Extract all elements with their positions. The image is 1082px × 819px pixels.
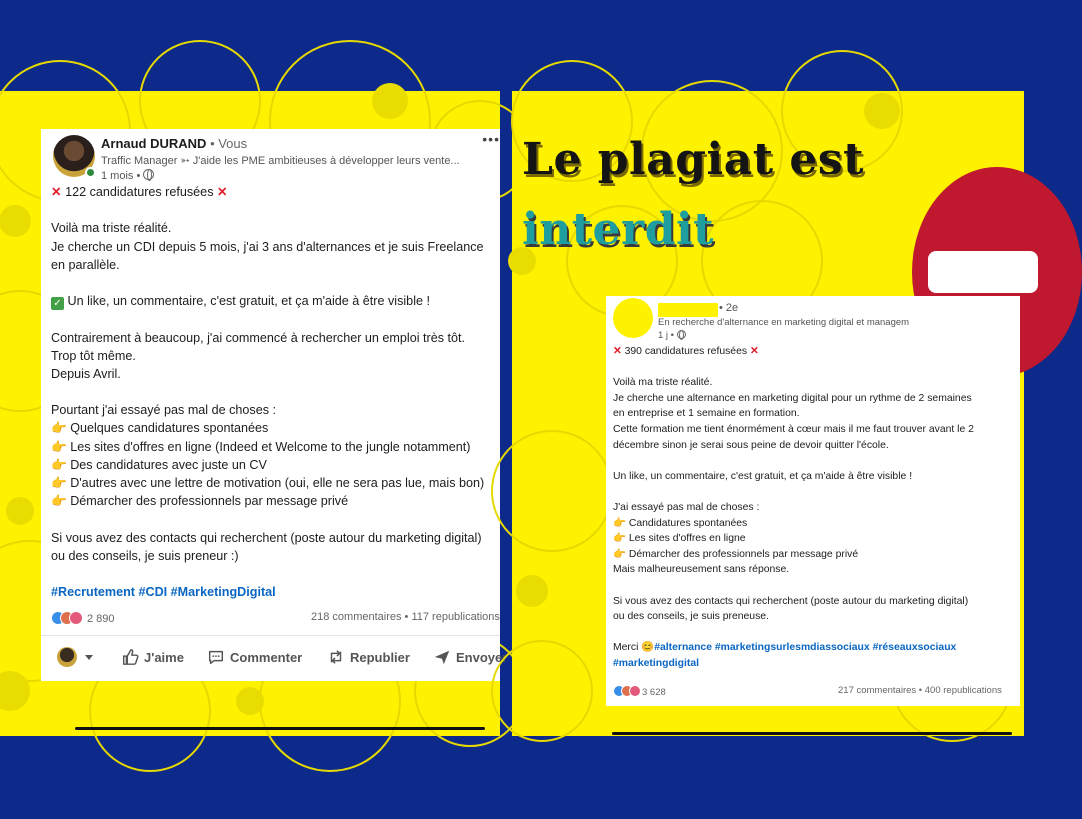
post-line xyxy=(613,391,1023,407)
blank-line xyxy=(613,360,1023,376)
line-text: D'autres avec une lettre de motivation (oui, elle ne sera pas lue, mais bon) xyxy=(70,476,485,490)
thanks-hashtags: Merci 😊#alternance #marketingsurlesmdiassociaux #réseauxsociaux xyxy=(613,642,957,654)
blank-line xyxy=(51,274,506,292)
blank-line xyxy=(613,578,1023,594)
post-line xyxy=(51,419,506,437)
post-actions-bar xyxy=(41,643,521,673)
line-text: 390 candidatures refusées xyxy=(624,346,748,357)
line-text: ou des conseils, je suis preneuse. xyxy=(613,611,769,623)
reactions-count[interactable]: 2 890 xyxy=(87,613,115,625)
line-text: Voilà ma triste réalité. xyxy=(51,221,172,236)
globe-icon xyxy=(143,169,154,180)
comments-reposts-count[interactable]: 217 commentaires • 400 republications xyxy=(838,685,1002,696)
line-text: Si vous avez des contacts qui recherchent (poste autour du marketing digital) xyxy=(51,530,482,545)
pointing-hand-icon: 👉 xyxy=(613,533,629,545)
post-line xyxy=(613,562,1023,578)
line-text: 122 candidatures refusées xyxy=(65,185,214,199)
blank-line xyxy=(51,383,506,401)
hashtags[interactable]: #Recrutement #CDI #MarketingDigital xyxy=(51,585,276,600)
post-line xyxy=(613,516,1023,532)
author-headline: En recherche d'alternance en marketing digital et managem xyxy=(658,317,910,328)
reactions-count[interactable]: 3 628 xyxy=(642,687,666,698)
no-entry-sign-bar xyxy=(928,251,1038,293)
post-body xyxy=(51,183,506,601)
post-line xyxy=(51,347,506,365)
reactions-icon[interactable] xyxy=(51,611,85,625)
blank-line xyxy=(613,453,1023,469)
line-text: Des candidatures avec juste un CV xyxy=(70,457,267,472)
pointing-hand-icon: 👉 xyxy=(51,457,71,472)
line-text: ou des conseils, je suis preneur :) xyxy=(51,548,239,563)
post-line xyxy=(51,183,506,201)
green-check-icon: ✓ xyxy=(51,297,64,310)
pointing-hand-icon: 👉 xyxy=(613,517,629,529)
home-indicator xyxy=(612,732,1012,735)
actor-switch-button[interactable] xyxy=(57,643,93,673)
headline-interdit: interdit xyxy=(522,204,715,255)
blank-line xyxy=(51,201,506,219)
post-line xyxy=(51,292,506,310)
blank-line xyxy=(51,510,506,528)
post-stats xyxy=(51,611,511,625)
line-text: Les sites d'offres en ligne (Indeed et Welcome to the jungle notamment) xyxy=(70,439,471,454)
line-text: Démarcher des professionnels par message privé xyxy=(70,494,349,509)
pointing-hand-icon: 👉 xyxy=(613,548,629,560)
post-line xyxy=(51,438,506,456)
headline-plagiat: Le plagiat est xyxy=(522,134,864,185)
blank-line xyxy=(51,310,506,328)
hashtags[interactable]: #marketingdigital xyxy=(613,657,700,669)
post-line xyxy=(613,656,1023,672)
post-line xyxy=(613,406,1023,422)
author-headline: Traffic Manager ➳ J'aide les PME ambitieuses à développer leurs vente... xyxy=(101,155,460,167)
post-line xyxy=(51,492,506,510)
red-x-icon: ✕ xyxy=(213,185,228,199)
blank-line xyxy=(613,625,1023,641)
thumbs-up-icon xyxy=(121,648,139,666)
line-text: Contrairement à beaucoup, j'ai commencé à rechercher un emploi très tôt. xyxy=(51,330,466,345)
post-line xyxy=(613,375,1023,391)
line-text: Voilà ma triste réalité. xyxy=(613,377,713,389)
line-text: Si vous avez des contacts qui recherchent (poste autour du marketing digital) xyxy=(613,595,969,607)
chevron-down-icon xyxy=(85,655,93,660)
left-screenshot-panel xyxy=(0,91,508,736)
line-text: Pourtant j'ai essayé pas mal de choses : xyxy=(51,403,277,418)
post-line xyxy=(613,500,1023,516)
post-line xyxy=(51,256,506,274)
linkedin-post-copy xyxy=(606,296,1020,706)
line-text: Depuis Avril. xyxy=(51,366,121,381)
post-time: 1 j • xyxy=(658,330,686,341)
line-text: décembre sinon je serai sous peine de devoir quitter l'école. xyxy=(613,439,889,451)
post-line xyxy=(51,547,506,565)
line-text: en parallèle. xyxy=(51,257,120,272)
like-button[interactable]: J'aime xyxy=(121,643,184,673)
post-line xyxy=(51,401,506,419)
line-text: Les sites d'offres en ligne xyxy=(628,533,746,545)
repost-icon xyxy=(327,648,345,666)
post-line xyxy=(613,344,1023,360)
post-line xyxy=(51,329,506,347)
line-text: Trop tôt même. xyxy=(51,348,136,363)
pointing-hand-icon: 👉 xyxy=(51,421,71,436)
author-name[interactable]: Arnaud DURAND • Vous xyxy=(101,136,248,151)
comment-button[interactable]: Commenter xyxy=(207,643,302,673)
linkedin-post-original xyxy=(41,129,508,681)
post-stats xyxy=(613,685,1023,698)
post-line xyxy=(51,238,506,256)
post-line xyxy=(51,474,506,492)
line-text: Un like, un commentaire, c'est gratuit, et ça m'aide à être visible ! xyxy=(67,294,430,309)
author-avatar-redacted xyxy=(613,298,653,338)
line-text: Quelques candidatures spontanées xyxy=(70,421,269,436)
line-text: Mais malheureusement sans réponse. xyxy=(613,564,790,576)
red-x-icon: ✕ xyxy=(613,346,625,357)
post-line xyxy=(51,529,506,547)
more-options-icon[interactable]: ••• xyxy=(482,131,500,147)
line-text: Je cherche une alternance en marketing digital pour un rythme de 2 semaines xyxy=(613,392,972,404)
post-line xyxy=(51,219,506,237)
pointing-hand-icon: 👉 xyxy=(51,476,71,490)
post-line xyxy=(51,365,506,383)
red-x-icon: ✕ xyxy=(51,185,66,199)
home-indicator xyxy=(75,727,485,730)
actor-avatar-icon xyxy=(57,647,77,667)
post-body xyxy=(613,344,1023,671)
send-icon xyxy=(433,648,451,666)
post-line xyxy=(613,640,1023,656)
line-text: Un like, un commentaire, c'est gratuit, et ça m'aide à être visible ! xyxy=(613,470,913,482)
post-time: 1 mois • xyxy=(101,169,154,182)
author-name-redacted xyxy=(658,303,718,317)
post-line xyxy=(613,422,1023,438)
line-text: en entreprise et 1 semaine en formation. xyxy=(613,408,800,420)
line-text: Démarcher des professionnels par message privé xyxy=(628,548,859,560)
pointing-hand-icon: 👉 xyxy=(51,494,71,509)
send-button[interactable]: Envoyer xyxy=(433,643,507,673)
post-line xyxy=(613,469,1023,485)
post-line xyxy=(51,456,506,474)
post-line xyxy=(51,583,506,601)
line-text: Je cherche un CDI depuis 5 mois, j'ai 3 ans d'alternances et je suis Freelance xyxy=(51,239,484,254)
post-line xyxy=(613,594,1023,610)
red-x-icon: ✕ xyxy=(747,346,759,357)
line-text: Cette formation me tient énormément à cœur mais il me faut trouver avant le 2 xyxy=(613,423,974,435)
post-line xyxy=(613,547,1023,563)
reactions-icon[interactable] xyxy=(613,685,642,697)
comments-reposts-count[interactable]: 218 commentaires • 117 republications xyxy=(311,611,500,623)
line-text: Candidatures spontanées xyxy=(628,517,748,529)
online-status-icon xyxy=(85,167,96,178)
line-text: J'ai essayé pas mal de choses : xyxy=(613,501,760,513)
post-line xyxy=(613,531,1023,547)
blank-line xyxy=(51,565,506,583)
comment-icon xyxy=(207,648,225,666)
blank-line xyxy=(613,484,1023,500)
right-screenshot-panel xyxy=(512,91,1024,736)
post-line xyxy=(613,438,1023,454)
pointing-hand-icon: 👉 xyxy=(51,439,71,454)
post-line xyxy=(613,609,1023,625)
globe-icon xyxy=(677,330,686,339)
divider xyxy=(41,635,500,636)
repost-button[interactable]: Republier xyxy=(327,643,410,673)
connection-degree: • 2e xyxy=(719,302,739,314)
